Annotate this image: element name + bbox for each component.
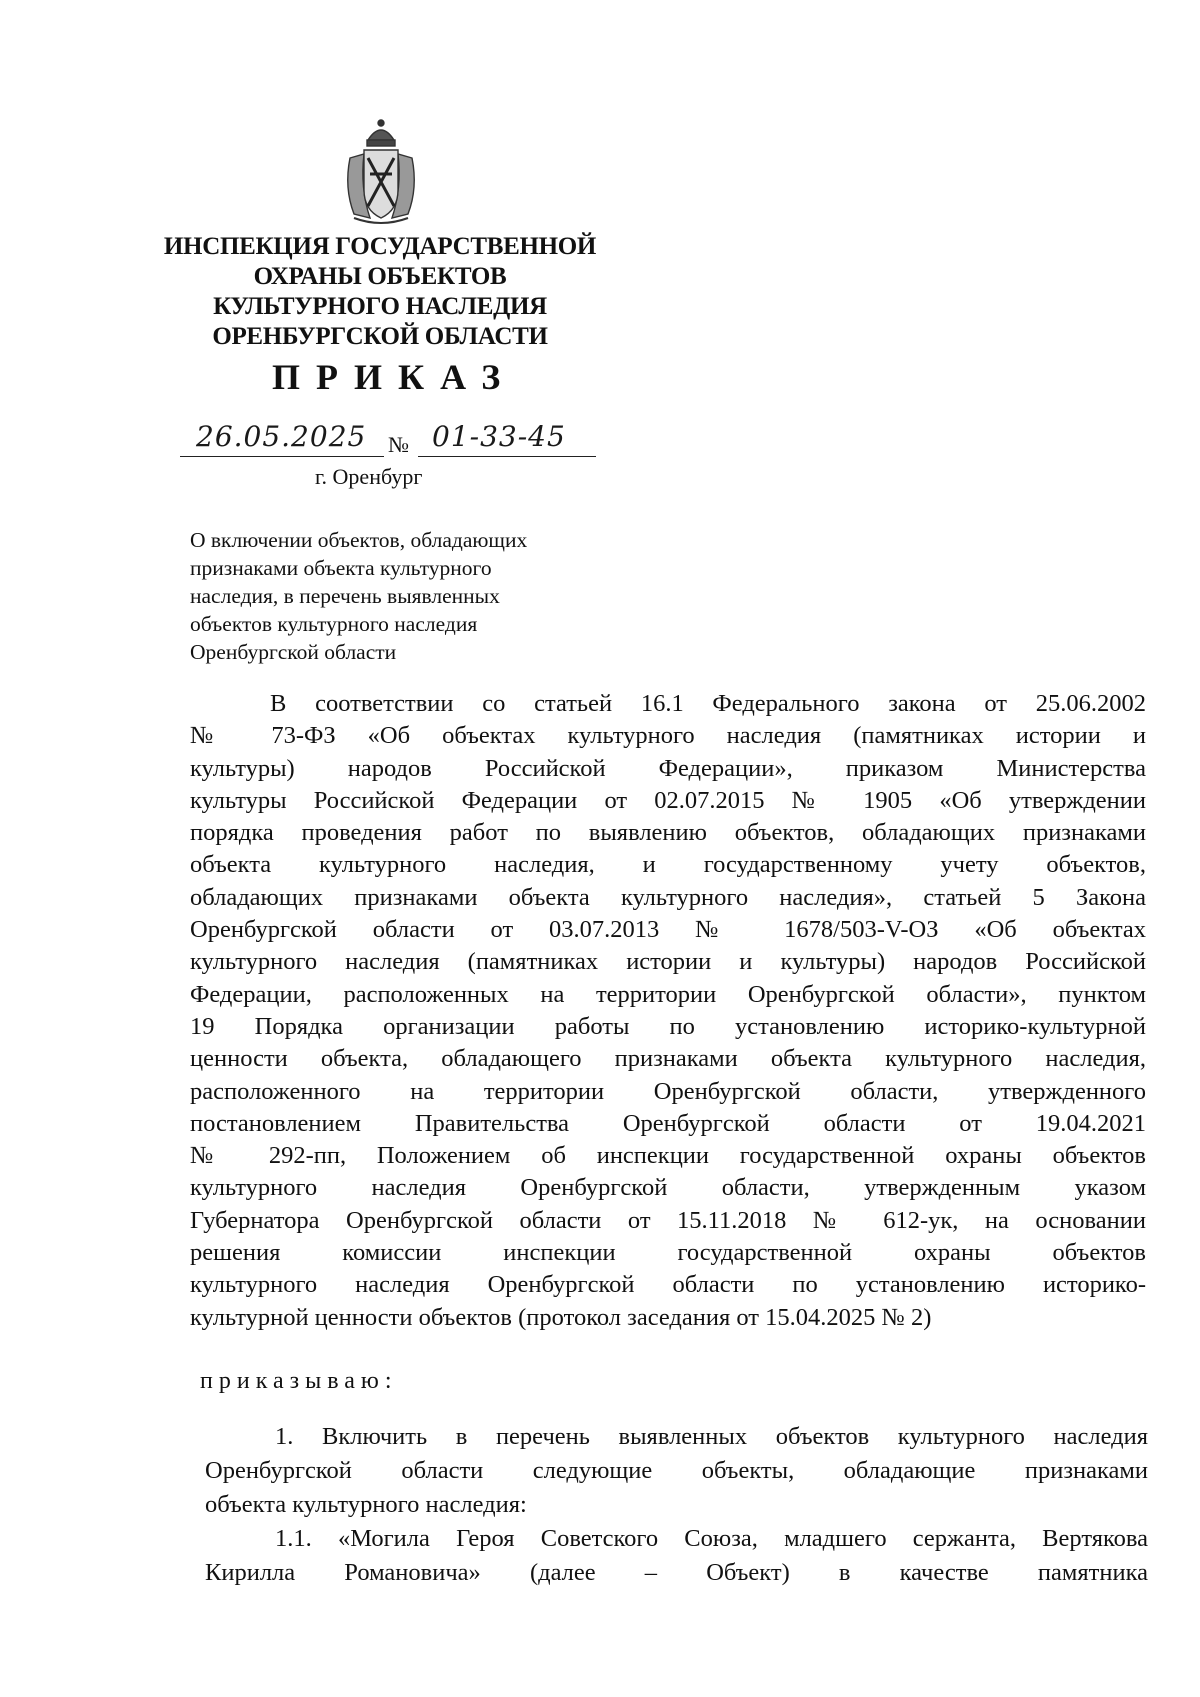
subject-line: наследия, в перечень выявленных	[190, 584, 500, 608]
body-line: Федерации, расположенных на территории Оренбургской области», пунктом	[190, 980, 1146, 1008]
subject-line: признаками объекта культурного	[190, 556, 492, 580]
body-line: Оренбургской области от 03.07.2013 № 1678/503-V-ОЗ «Об объектах	[190, 916, 1146, 944]
body-line: № 73-ФЗ «Об объектах культурного наследия (памятниках истории и	[190, 722, 1146, 750]
body-line: культурного наследия Оренбургской области по установлению историко-	[190, 1271, 1146, 1299]
body-line: № 292-пп, Положением об инспекции государственной охраны объектов	[190, 1142, 1146, 1170]
body-line: В соответствии со статьей 16.1 Федерального закона от 25.06.2002	[270, 690, 1146, 717]
body-line: культуры) народов Российской Федерации», приказом Министерства	[190, 754, 1146, 782]
organization-line: ИНСПЕКЦИЯ ГОСУДАРСТВЕННОЙ	[163, 233, 597, 260]
preamble-paragraph	[190, 688, 1146, 1334]
body-line: постановлением Правительства Оренбургской области от 19.04.2021	[190, 1109, 1146, 1137]
body-line: объекта культурного наследия, и государственному учету объектов,	[190, 851, 1146, 879]
body-line: культурного наследия (памятниках истории и культуры) народов Российской	[190, 948, 1146, 976]
body-line: культурной ценности объектов (протокол заседания от 15.04.2025 № 2)	[190, 1303, 932, 1331]
coat-of-arms-emblem	[340, 118, 422, 226]
organization-line: КУЛЬТУРНОГО НАСЛЕДИЯ	[213, 293, 547, 320]
subject-line: объектов культурного наследия	[190, 612, 478, 636]
document-type-title: ПРИКАЗ	[272, 357, 517, 397]
organization-line: ОРЕНБУРГСКОЙ ОБЛАСТИ	[212, 323, 548, 350]
body-line: ценности объекта, обладающего признаками объекта культурного наследия,	[190, 1045, 1146, 1073]
item-line: 1.1. «Могила Героя Советского Союза, младшего сержанта, Вертякова	[275, 1525, 1148, 1552]
body-line: 19 Порядка организации работы по установлению историко-культурной	[190, 1012, 1146, 1040]
handwritten-date: 26.05.2025	[196, 420, 367, 453]
body-line: порядка проведения работ по выявлению объектов, обладающих признаками	[190, 819, 1146, 847]
subject-line: О включении объектов, обладающих	[190, 528, 528, 552]
order-items	[205, 1420, 1148, 1590]
organization-line: ОХРАНЫ ОБЪЕКТОВ	[253, 263, 507, 290]
item-line: Кирилла Романовича» (далее – Объект) в качестве памятника	[205, 1559, 1148, 1586]
body-line: обладающих признаками объекта культурного наследия», статьей 5 Закона	[190, 883, 1146, 911]
subject-line: Оренбургской области	[190, 640, 397, 664]
body-line: культуры Российской Федерации от 02.07.2015 № 1905 «Об утверждении	[190, 786, 1146, 814]
organization-name	[160, 232, 600, 352]
number-underline	[418, 456, 596, 457]
item-line: 1. Включить в перечень выявленных объектов культурного наследия	[275, 1423, 1148, 1450]
body-line: решения комиссии инспекции государственной охраны объектов	[190, 1239, 1146, 1267]
document-subject	[190, 526, 590, 666]
handwritten-number: 01-33-45	[432, 420, 566, 453]
item-line: объекта культурного наследия:	[205, 1491, 527, 1518]
city-label: г. Оренбург	[315, 464, 423, 489]
date-underline	[180, 456, 384, 457]
body-line: расположенного на территории Оренбургской области, утвержденного	[190, 1077, 1146, 1105]
item-line: Оренбургской области следующие объекты, обладающие признаками	[205, 1457, 1148, 1484]
order-word: приказываю:	[200, 1368, 398, 1394]
body-line: культурного наследия Оренбургской области, утвержденным указом	[190, 1174, 1146, 1202]
body-line: Губернатора Оренбургской области от 15.11.2018 № 612-ук, на основании	[190, 1206, 1146, 1234]
number-sign: №	[388, 432, 409, 457]
